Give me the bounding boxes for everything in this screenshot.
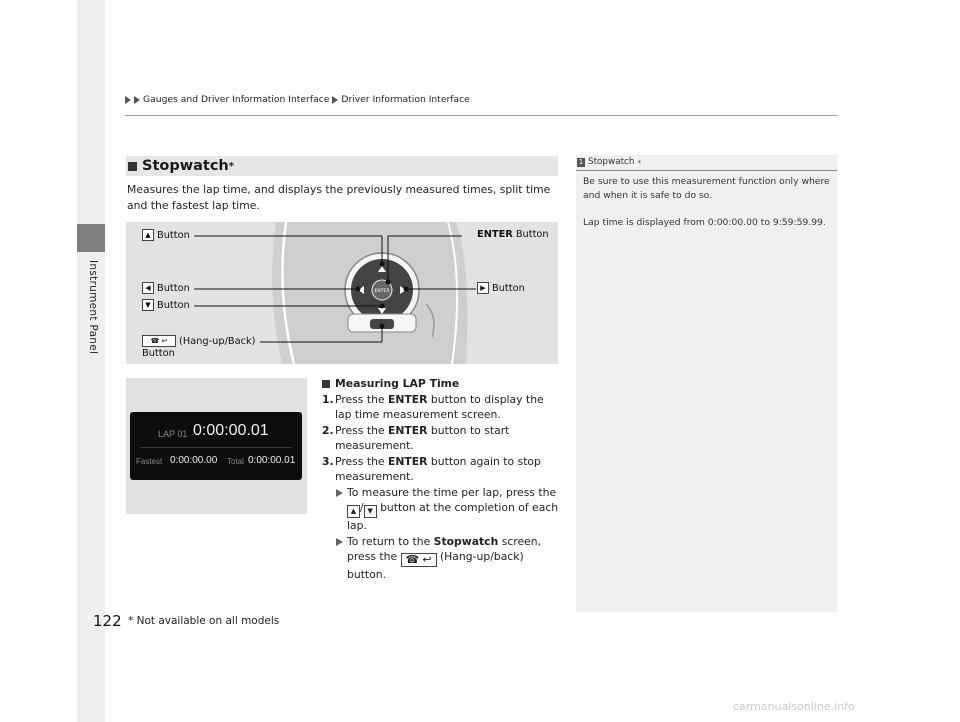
down-arrow-icon: ▼ [364,505,377,518]
chapter-label: Instrument Panel [87,260,99,355]
hangup-back-icon: ☎ ↩ [142,335,176,347]
total-label: Total [227,457,244,466]
breadcrumb [125,94,470,105]
chapter-tab [77,224,105,252]
step-1: 1. Press the ENTER button to display the lap time measurement screen. [322,392,544,421]
up-arrow-icon: ▲ [142,229,154,241]
total-time: 0:00:00.01 [248,455,296,466]
fastest-time: 0:00:00.00 [170,455,218,466]
note-number-icon: 1 [578,158,584,166]
up-arrow-icon: ▲ [347,505,360,518]
watermark: carmanualsonline.info [733,700,855,713]
lap-label: LAP 01 [158,429,188,439]
section-heading [126,156,558,176]
hangup-button-label: ☎ ↩ (Hang-up/Back) [142,335,256,347]
chevron-right-icon [125,96,131,104]
left-button-label: ◀ Button [142,282,190,294]
wheel-enter-text: ENTER [374,289,390,294]
header-rule [125,115,837,116]
sub-step-1: To measure the time per lap, press the ▲ / ▼ button at the completion of each lap. [322,485,562,534]
arrow-right-icon [336,489,343,497]
square-bullet-icon [322,380,330,388]
page-number: 122 [93,612,122,630]
note-paragraph: Be sure to use this measurement function only where and when it is safe to do so. [583,176,830,201]
sub-step-2: To return to the Stopwatch screen, press the ☎ ↩ (Hang-up/back) button. [322,534,562,583]
up-button-label: ▲ Button [142,229,190,241]
note-title: 1 Stopwatch * [578,157,642,167]
breadcrumb-item[interactable]: Gauges and Driver Information Interface [143,94,330,105]
step-2: 2. Press the ENTER button to start measurement. [322,423,510,452]
step-3: 3. Press the ENTER button again to stop measurement. [322,454,541,483]
note-paragraph: Lap time is displayed from 0:00:00.00 to 9:59:59.99. [583,217,826,228]
intro-text: Measures the lap time, and displays the previously measured times, split time and the fastest lap time. [127,183,551,212]
hangup-back-icon: ☎ ↩ [401,553,437,567]
section-title: Stopwatch [142,158,229,174]
note-rule [576,170,837,171]
lap-time: 0:00:00.01 [193,422,269,439]
chevron-right-icon [332,96,338,104]
fastest-label: Fastest [136,457,163,466]
down-arrow-icon: ▼ [142,299,154,311]
lcd-divider [140,447,292,448]
measuring-heading: Measuring LAP Time [322,376,562,392]
enter-button-label: ENTER Button [477,229,549,240]
chevron-right-icon [134,96,140,104]
right-arrow-icon: ▶ [477,282,489,294]
steering-wheel-diagram [126,222,558,364]
breadcrumb-item[interactable]: Driver Information Interface [341,94,470,105]
right-button-label: ▶ Button [477,282,525,294]
lap-display-figure [126,378,307,514]
square-bullet-icon [128,162,137,171]
arrow-right-icon [336,538,343,546]
note-body [583,175,833,243]
footnote-mark[interactable]: * [228,160,234,172]
hangup-button-label-2: Button [142,348,175,359]
down-button-label: ▼ Button [142,299,190,311]
lap-display-screen [130,412,302,480]
footnote: * Not available on all models [128,615,280,627]
left-arrow-icon: ◀ [142,282,154,294]
measuring-steps [322,376,562,583]
